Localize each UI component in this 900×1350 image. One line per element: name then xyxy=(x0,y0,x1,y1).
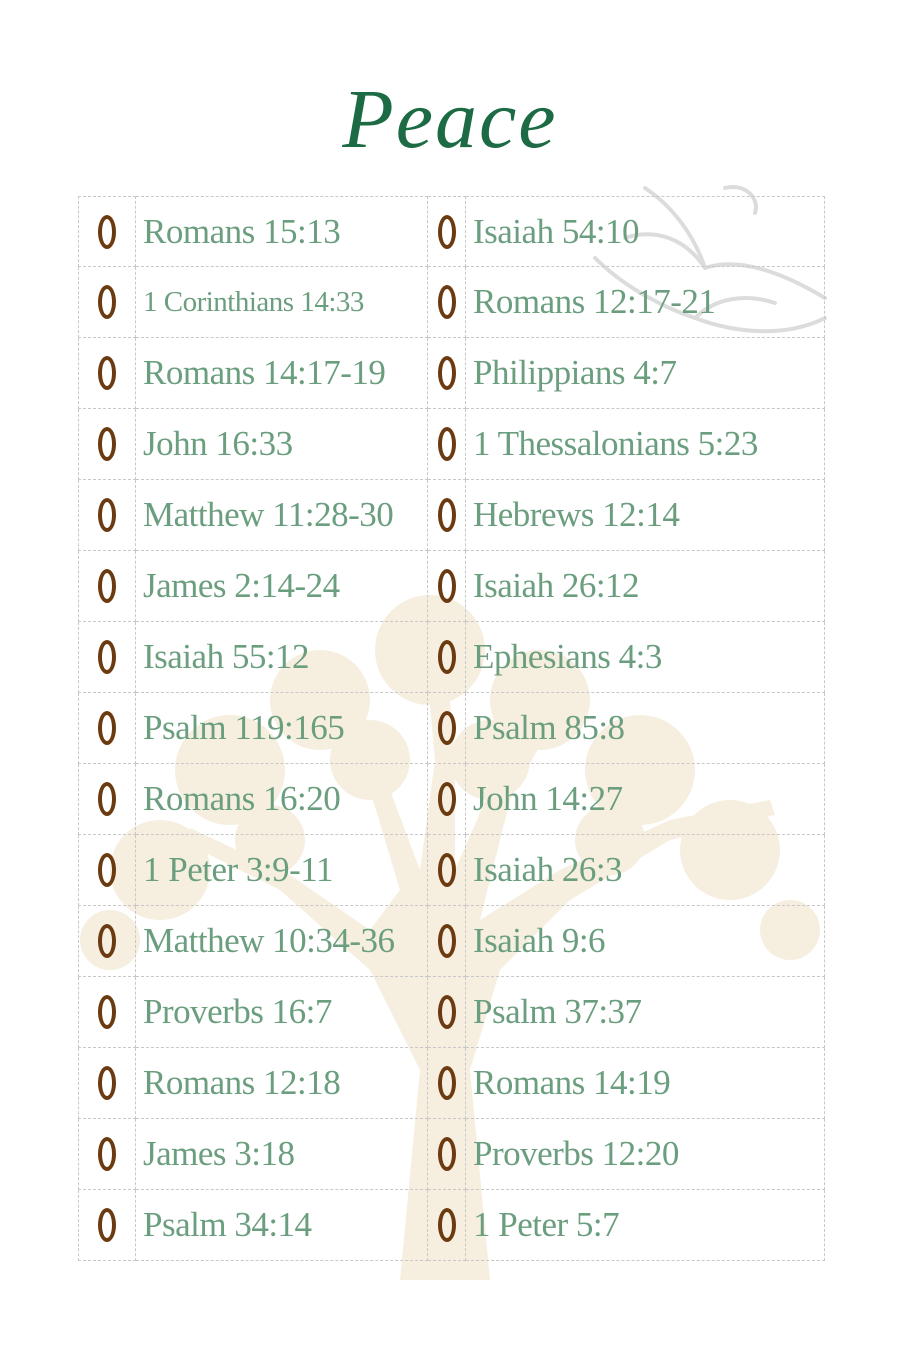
checkbox-cell[interactable] xyxy=(428,906,466,977)
oval-checkbox-icon[interactable] xyxy=(98,711,116,745)
checkbox-cell[interactable] xyxy=(428,1048,466,1119)
checkbox-cell[interactable] xyxy=(428,409,466,480)
checkbox-cell[interactable] xyxy=(428,977,466,1048)
oval-checkbox-icon[interactable] xyxy=(98,782,116,816)
scripture-reference: 1 Corinthians 14:33 xyxy=(136,267,428,338)
checkbox-cell[interactable] xyxy=(78,480,136,551)
oval-checkbox-icon[interactable] xyxy=(438,215,456,249)
checkbox-cell[interactable] xyxy=(78,267,136,338)
oval-checkbox-icon[interactable] xyxy=(438,1137,456,1171)
oval-checkbox-icon[interactable] xyxy=(438,356,456,390)
oval-checkbox-icon[interactable] xyxy=(438,995,456,1029)
oval-checkbox-icon[interactable] xyxy=(438,427,456,461)
oval-checkbox-icon[interactable] xyxy=(98,498,116,532)
checkbox-cell[interactable] xyxy=(78,409,136,480)
scripture-reference: Proverbs 12:20 xyxy=(466,1119,825,1190)
checkbox-cell[interactable] xyxy=(428,693,466,764)
scripture-reference: Isaiah 55:12 xyxy=(136,622,428,693)
oval-checkbox-icon[interactable] xyxy=(438,853,456,887)
scripture-reference: Matthew 11:28-30 xyxy=(136,480,428,551)
oval-checkbox-icon[interactable] xyxy=(98,1137,116,1171)
scripture-reference: Matthew 10:34-36 xyxy=(136,906,428,977)
scripture-reference: Psalm 34:14 xyxy=(136,1190,428,1261)
checkbox-cell[interactable] xyxy=(428,551,466,622)
oval-checkbox-icon[interactable] xyxy=(438,1208,456,1242)
checkbox-cell[interactable] xyxy=(428,835,466,906)
oval-checkbox-icon[interactable] xyxy=(438,640,456,674)
checkbox-cell[interactable] xyxy=(78,551,136,622)
oval-checkbox-icon[interactable] xyxy=(98,569,116,603)
scripture-reference: Romans 16:20 xyxy=(136,764,428,835)
checkbox-cell[interactable] xyxy=(428,622,466,693)
checkbox-cell[interactable] xyxy=(78,977,136,1048)
scripture-reference: Romans 12:17-21 xyxy=(466,267,825,338)
scripture-reference: 1 Peter 5:7 xyxy=(466,1190,825,1261)
scripture-reference: 1 Peter 3:9-11 xyxy=(136,835,428,906)
scripture-reference: Psalm 85:8 xyxy=(466,693,825,764)
checkbox-cell[interactable] xyxy=(428,1119,466,1190)
checkbox-cell[interactable] xyxy=(78,1190,136,1261)
oval-checkbox-icon[interactable] xyxy=(438,782,456,816)
oval-checkbox-icon[interactable] xyxy=(98,995,116,1029)
checkbox-cell[interactable] xyxy=(428,480,466,551)
scripture-reference: Philippians 4:7 xyxy=(466,338,825,409)
checkbox-cell[interactable] xyxy=(78,906,136,977)
checkbox-cell[interactable] xyxy=(428,196,466,267)
oval-checkbox-icon[interactable] xyxy=(98,356,116,390)
scripture-reference: 1 Thessalonians 5:23 xyxy=(466,409,825,480)
oval-checkbox-icon[interactable] xyxy=(438,569,456,603)
scripture-reference: Proverbs 16:7 xyxy=(136,977,428,1048)
checkbox-cell[interactable] xyxy=(78,693,136,764)
scripture-reference: Romans 14:17-19 xyxy=(136,338,428,409)
oval-checkbox-icon[interactable] xyxy=(98,1066,116,1100)
scripture-reference: Ephesians 4:3 xyxy=(466,622,825,693)
oval-checkbox-icon[interactable] xyxy=(98,853,116,887)
reading-list-table xyxy=(78,196,825,1261)
scripture-reference: Isaiah 9:6 xyxy=(466,906,825,977)
scripture-reference: Romans 12:18 xyxy=(136,1048,428,1119)
oval-checkbox-icon[interactable] xyxy=(438,924,456,958)
scripture-reference: Psalm 37:37 xyxy=(466,977,825,1048)
scripture-reference: James 3:18 xyxy=(136,1119,428,1190)
oval-checkbox-icon[interactable] xyxy=(98,1208,116,1242)
scripture-reference: Romans 14:19 xyxy=(466,1048,825,1119)
checkbox-cell[interactable] xyxy=(428,267,466,338)
oval-checkbox-icon[interactable] xyxy=(98,215,116,249)
scripture-reference: Isaiah 26:3 xyxy=(466,835,825,906)
scripture-reference: John 14:27 xyxy=(466,764,825,835)
checkbox-cell[interactable] xyxy=(78,835,136,906)
checkbox-cell[interactable] xyxy=(78,622,136,693)
scripture-reference: Hebrews 12:14 xyxy=(466,480,825,551)
checkbox-cell[interactable] xyxy=(78,338,136,409)
oval-checkbox-icon[interactable] xyxy=(438,285,456,319)
scripture-reference: Isaiah 54:10 xyxy=(466,196,825,267)
scripture-reference: John 16:33 xyxy=(136,409,428,480)
scripture-reference: James 2:14-24 xyxy=(136,551,428,622)
scripture-reference: Psalm 119:165 xyxy=(136,693,428,764)
scripture-reference: Isaiah 26:12 xyxy=(466,551,825,622)
oval-checkbox-icon[interactable] xyxy=(98,640,116,674)
checkbox-cell[interactable] xyxy=(428,338,466,409)
page-title: Peace xyxy=(342,73,558,166)
checkbox-cell[interactable] xyxy=(78,196,136,267)
checkbox-cell[interactable] xyxy=(428,764,466,835)
oval-checkbox-icon[interactable] xyxy=(98,924,116,958)
checkbox-cell[interactable] xyxy=(78,1119,136,1190)
oval-checkbox-icon[interactable] xyxy=(98,427,116,461)
checkbox-cell[interactable] xyxy=(78,1048,136,1119)
oval-checkbox-icon[interactable] xyxy=(98,285,116,319)
scripture-reference: Romans 15:13 xyxy=(136,196,428,267)
checkbox-cell[interactable] xyxy=(428,1190,466,1261)
oval-checkbox-icon[interactable] xyxy=(438,711,456,745)
checkbox-cell[interactable] xyxy=(78,764,136,835)
oval-checkbox-icon[interactable] xyxy=(438,1066,456,1100)
oval-checkbox-icon[interactable] xyxy=(438,498,456,532)
